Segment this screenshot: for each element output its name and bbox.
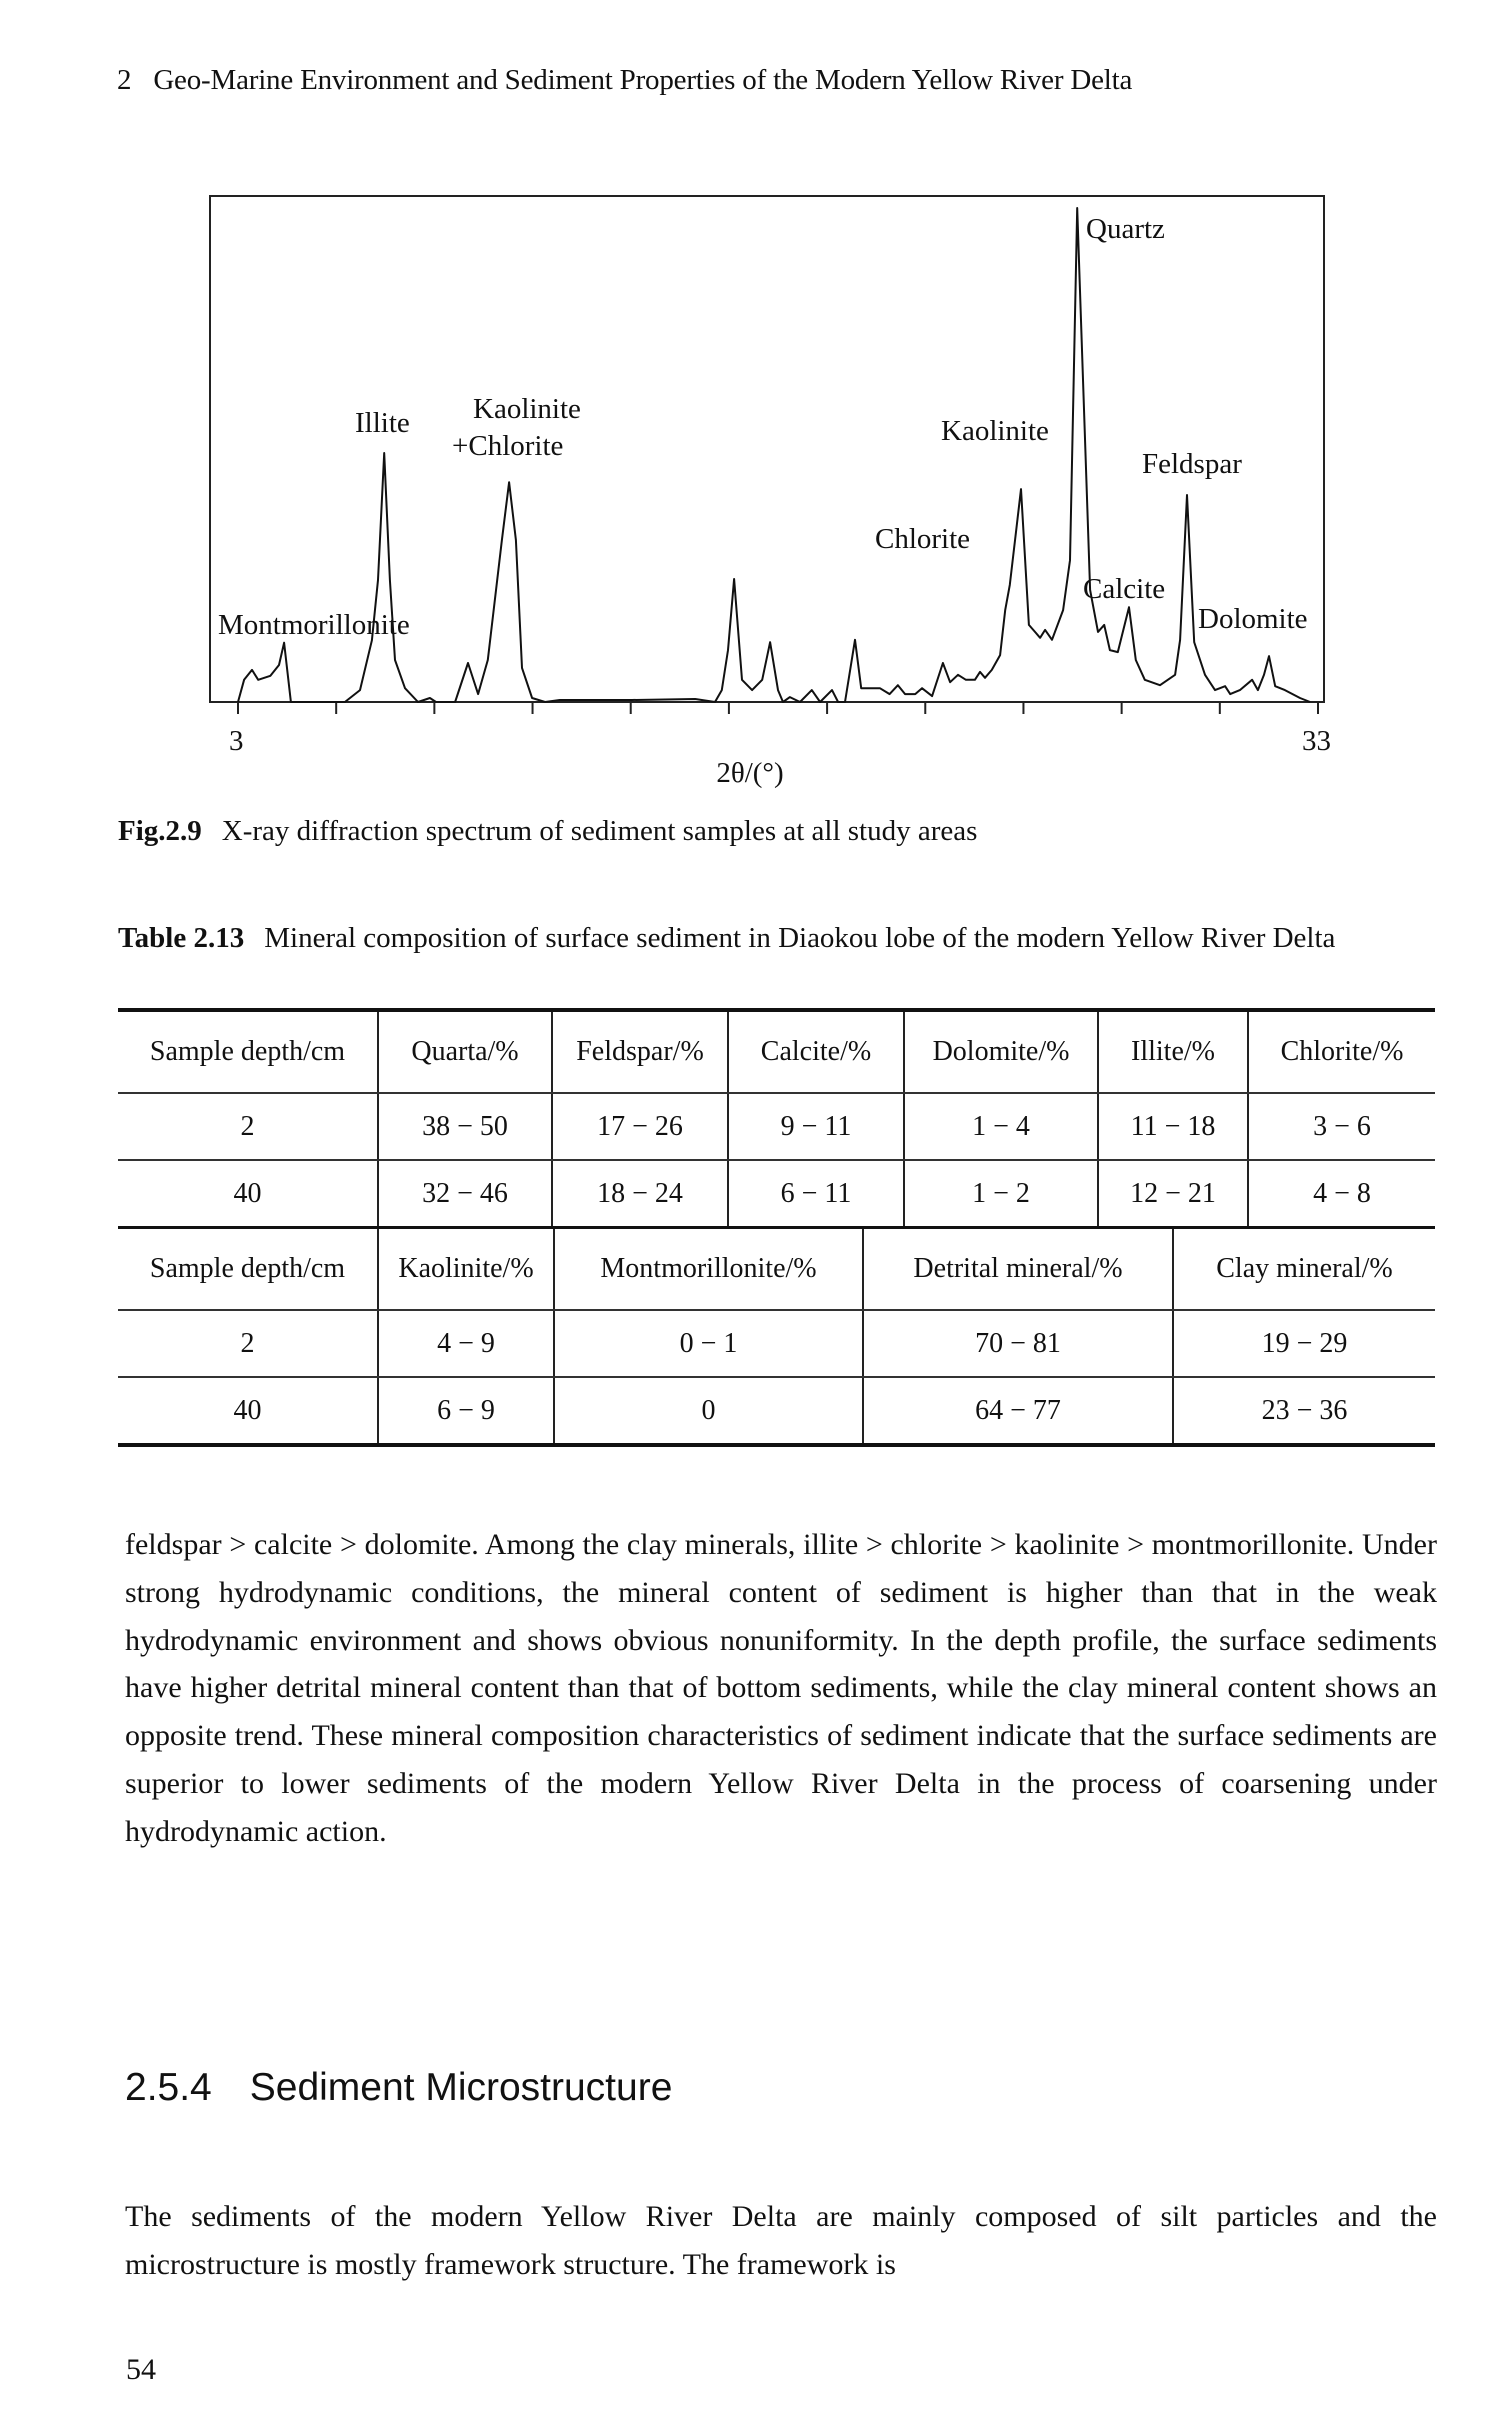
table-cell: 19 − 29 [1173, 1310, 1435, 1377]
figure-label: Fig.2.9 [118, 815, 202, 847]
table-caption-text: Mineral composition of surface sediment in Diaokou lobe of the modern Yellow River Delta [264, 922, 1336, 954]
mineral-table-part1 [118, 1008, 1435, 1229]
column-header: Illite/% [1098, 1010, 1248, 1093]
table-cell: 18 − 24 [552, 1160, 728, 1228]
figure-caption [118, 815, 977, 848]
mineral-table-part2 [118, 1226, 1435, 1447]
table-row [118, 1377, 1435, 1445]
column-header: Chlorite/% [1248, 1010, 1435, 1093]
body-paragraph: feldspar > calcite > dolomite. Among the clay minerals, illite > chlorite > kaolinite > montmorillonite. Under strong hydrodynamic conditions, the mineral content of sediment is higher than that in the weak hydrodynamic environment and shows obvious nonuniformity. In the depth profile, the surface sediments have higher detrital mineral content than that of bottom sediments, while the clay mineral content shows an opposite trend. These mineral composition characteristics of sediment indicate that the surface sediments are superior to lower sediments of the modern Yellow River Delta in the process of coarsening under hydrodynamic action. [125, 1528, 1437, 1848]
column-header: Montmorillonite/% [554, 1228, 863, 1311]
table-cell: 17 − 26 [552, 1093, 728, 1160]
table-row [118, 1160, 1435, 1228]
table-cell: 1 − 4 [904, 1093, 1098, 1160]
table-caption [118, 916, 1434, 960]
table-cell: 6 − 11 [728, 1160, 904, 1228]
x-axis-label: 2θ/(°) [716, 757, 784, 789]
x-tick-label-min: 3 [229, 725, 244, 757]
table-cell: 3 − 6 [1248, 1093, 1435, 1160]
section-heading [125, 2066, 672, 2110]
figure-caption-text: X-ray diffraction spectrum of sediment samples at all study areas [221, 815, 978, 847]
chapter-number: 2 [117, 64, 132, 96]
table-cell: 38 − 50 [378, 1093, 552, 1160]
table-cell: 1 − 2 [904, 1160, 1098, 1228]
table-cell: 23 − 36 [1173, 1377, 1435, 1445]
table-header-row [118, 1010, 1435, 1093]
column-header: Dolomite/% [904, 1010, 1098, 1093]
table-cell: 40 [118, 1377, 378, 1445]
column-header: Detrital mineral/% [863, 1228, 1173, 1311]
xrd-spectrum-chart [0, 0, 1500, 800]
table-cell: 0 [554, 1377, 863, 1445]
table-header-row [118, 1228, 1435, 1311]
table-cell: 12 − 21 [1098, 1160, 1248, 1228]
column-header: Calcite/% [728, 1010, 904, 1093]
column-header: Sample depth/cm [118, 1228, 378, 1311]
peak-label-kaolinite-chlorite-line1: Kaolinite [473, 393, 581, 425]
table-label: Table 2.13 [118, 922, 245, 954]
table-cell: 9 − 11 [728, 1093, 904, 1160]
table-cell: 2 [118, 1093, 378, 1160]
column-header: Clay mineral/% [1173, 1228, 1435, 1311]
table-cell: 4 − 8 [1248, 1160, 1435, 1228]
table-cell: 6 − 9 [378, 1377, 554, 1445]
page-number: 54 [126, 2353, 156, 2386]
x-tick-label-max: 33 [1302, 725, 1331, 757]
column-header: Kaolinite/% [378, 1228, 554, 1311]
table-cell: 64 − 77 [863, 1377, 1173, 1445]
table-cell: 2 [118, 1310, 378, 1377]
section-title: Sediment Microstructure [249, 2066, 673, 2109]
table-cell: 32 − 46 [378, 1160, 552, 1228]
peak-label-dolomite: Dolomite [1198, 603, 1308, 635]
column-header: Feldspar/% [552, 1010, 728, 1093]
column-header: Sample depth/cm [118, 1010, 378, 1093]
table-cell: 40 [118, 1160, 378, 1228]
peak-label-chlorite: Chlorite [875, 523, 971, 555]
peak-label-kaolinite-chlorite-line2: +Chlorite [452, 430, 564, 462]
table-cell: 11 − 18 [1098, 1093, 1248, 1160]
peak-label-kaolinite: Kaolinite [941, 415, 1049, 447]
chapter-title: Geo-Marine Environment and Sediment Properties of the Modern Yellow River Delta [153, 64, 1133, 96]
body-paragraph: The sediments of the modern Yellow River Delta are mainly composed of silt particles and the microstructure is mostly framework structure. The framework is [125, 2200, 1437, 2281]
table-cell: 4 − 9 [378, 1310, 554, 1377]
table-cell: 0 − 1 [554, 1310, 863, 1377]
peak-label-illite: Illite [355, 407, 410, 439]
x-axis-ticks [238, 702, 1318, 714]
peak-labels [218, 213, 1308, 641]
table-row [118, 1093, 1435, 1160]
peak-label-feldspar: Feldspar [1142, 448, 1242, 480]
peak-label-calcite: Calcite [1083, 573, 1166, 605]
section-number: 2.5.4 [125, 2066, 212, 2109]
peak-label-quartz: Quartz [1086, 213, 1165, 245]
table-row [118, 1310, 1435, 1377]
table-cell: 70 − 81 [863, 1310, 1173, 1377]
column-header: Quarta/% [378, 1010, 552, 1093]
peak-label-montmorillonite: Montmorillonite [218, 609, 410, 641]
